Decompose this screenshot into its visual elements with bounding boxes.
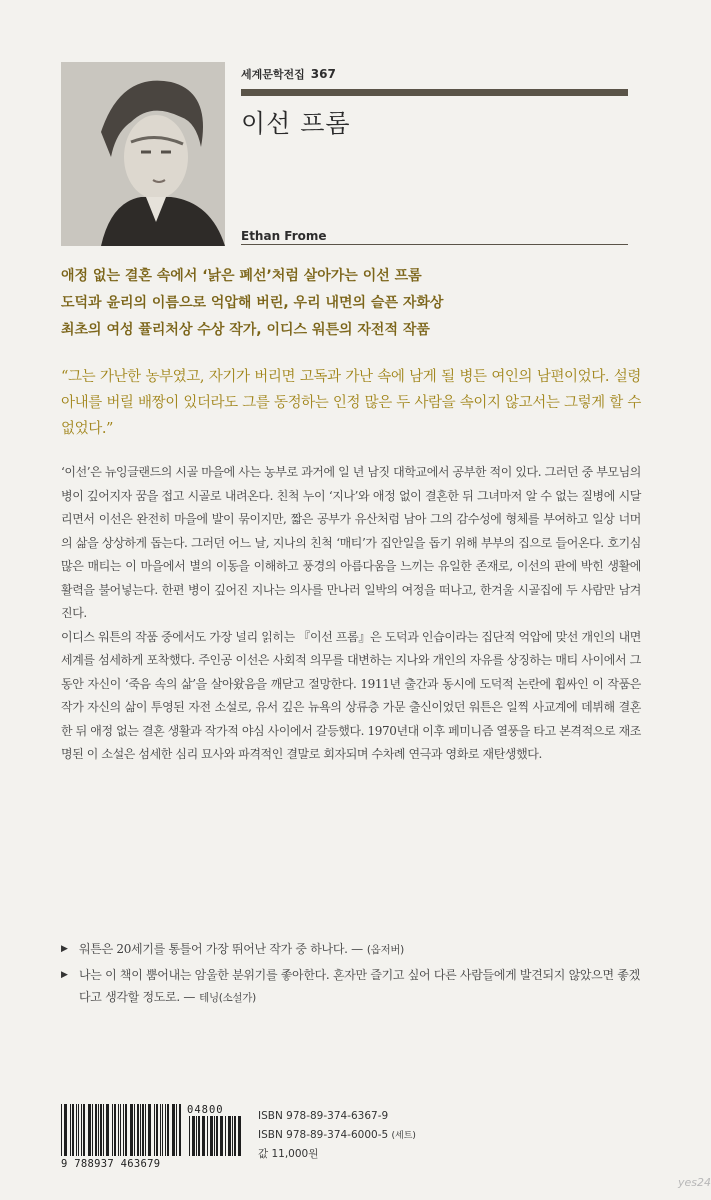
isbn-set-label: (세트) xyxy=(391,1130,416,1141)
isbn-line: ISBN 978-89-374-6367-9 xyxy=(258,1110,389,1122)
barcode-bar xyxy=(220,1116,223,1156)
isbn-line xyxy=(258,1126,416,1146)
barcode-bar xyxy=(167,1104,169,1156)
praise-source: 테닝(소설가) xyxy=(199,992,256,1004)
barcode-bar xyxy=(148,1104,151,1156)
barcode-bar xyxy=(216,1116,218,1156)
triangle-bullet-icon: ▶ xyxy=(61,944,68,954)
tagline: 최초의 여성 퓰리처상 수상 작가, 이디스 워튼의 자전적 작품 xyxy=(61,322,430,338)
barcode-bar xyxy=(120,1104,121,1156)
barcode-bar xyxy=(64,1104,67,1156)
series-name: 세계문학전집 xyxy=(241,68,305,81)
barcode-bar xyxy=(189,1116,190,1156)
praise-source: (옵저버) xyxy=(366,944,404,956)
series-label xyxy=(241,66,336,82)
barcode-bar xyxy=(134,1104,135,1156)
barcode-bar xyxy=(103,1104,104,1156)
tagline: 도덕과 윤리의 이름으로 억압해 버린, 우리 내면의 슬픈 자화상 xyxy=(61,295,444,311)
barcode-bar xyxy=(83,1104,85,1156)
barcode-bar xyxy=(125,1104,127,1156)
barcode-bar xyxy=(192,1116,195,1156)
barcode-bar xyxy=(81,1104,82,1156)
author-portrait xyxy=(61,62,225,246)
barcode-bar xyxy=(76,1104,77,1156)
barcode-bar xyxy=(72,1104,74,1156)
barcode-bar xyxy=(98,1104,99,1156)
watermark: yes24 xyxy=(678,1176,711,1189)
praise-text: 워튼은 20세기를 통틀어 가장 뛰어난 작가 중 하나다. — xyxy=(79,942,363,956)
barcode-bar xyxy=(228,1116,231,1156)
barcode-bar xyxy=(234,1116,236,1156)
barcode-bar xyxy=(145,1104,146,1156)
barcode-bar xyxy=(156,1104,158,1156)
barcode-bar xyxy=(123,1104,124,1156)
barcode-bar xyxy=(238,1116,241,1156)
barcode-bar xyxy=(196,1116,197,1156)
barcode-bar xyxy=(61,1104,62,1156)
barcode-bar xyxy=(202,1116,205,1156)
series-number: 367 xyxy=(310,67,336,81)
synopsis-paragraph: ‘이선’은 뉴잉글랜드의 시골 마을에 사는 농부로 과거에 일 년 남짓 대학교에서 공부한 적이 있다. 그러던 중 부모님의 병이 깊어지자 꿈을 접고 시골로 내려온다. 친척 누이 ‘지나’와 애정 없이 결혼한 뒤 그녀마저 알 수 없는 질병에 시달리면서 이선은 완전히 마을에 발이 묶이지만, 짧은 공부가 유산처럼 남아 그의 감수성에 형체를 부여하고 일상 너머의 삶을 상상하게 돕는다. 그러던 어느 날, 지나의 친척 ‘매티’가 집안일을 돕기 위해 부부의 집으로 들어온다. 호기심 많은 매티는 이 마을에서 별의 이동을 이해하고 풍경의 아름다움을 느끼는 유일한 존재로, 이선의 판에 박힌 생활에 활력을 불어넣는다. 한편 병이 깊어진 지나는 의사를 만나러 일박의 여정을 떠나고, 한겨울 시골집에 두 사람만 남겨진다. xyxy=(61,465,641,620)
barcode-bar xyxy=(207,1116,208,1156)
barcode-bar xyxy=(160,1104,161,1156)
addon-barcode xyxy=(189,1116,241,1156)
barcode-bar xyxy=(214,1116,215,1156)
barcode-digits: 9 788937 463679 xyxy=(61,1158,161,1170)
barcode-bar xyxy=(137,1104,139,1156)
price: 값 11,000원 xyxy=(258,1148,319,1160)
title-bar-divider xyxy=(241,89,628,96)
barcode-bar xyxy=(106,1104,109,1156)
barcode-bar xyxy=(165,1104,166,1156)
isbn-block xyxy=(258,1107,416,1164)
praise-item xyxy=(61,964,641,1009)
barcode-bar xyxy=(78,1104,79,1156)
synopsis-paragraph: 이디스 워튼의 작품 중에서도 가장 널리 읽히는 『이선 프롬』은 도덕과 인습이라는 집단적 억압에 맞선 개인의 내면세계를 섬세하게 포착했다. 주인공 이선은 사회적 의무를 대변하는 지나와 개인의 자유를 상징하는 매티 사이에서 그동안 자신이 ‘죽음 속의 삶’을 살아왔음을 깨닫고 절망한다. 1911년 출간과 동시에 도덕적 논란에 휩싸인 이 작품은 작가 자신의 삶이 투영된 자전 소설로, 유서 깊은 뉴욕의 상류층 가문 출신이었던 워튼은 일찍 사교계에 데뷔해 결혼한 뒤 애정 없는 결혼 생활과 작가적 야심 사이에서 갈등했다. 1970년대 이후 페미니즘 열풍을 타고 본격적으로 재조명된 이 소설은 섬세한 심리 묘사와 파격적인 결말로 회자되며 수차례 연극과 영화로 재탄생했다. xyxy=(61,629,641,761)
barcode-bar xyxy=(114,1104,116,1156)
barcode-bar xyxy=(100,1104,102,1156)
barcode-bar xyxy=(172,1104,175,1156)
book-title-korean: 이선 프롬 xyxy=(241,109,351,138)
book-title-english: Ethan Frome xyxy=(241,229,327,243)
barcode-bar xyxy=(232,1116,233,1156)
barcode-bar xyxy=(92,1104,93,1156)
barcode-bar xyxy=(225,1116,226,1156)
barcode-bar xyxy=(154,1104,155,1156)
barcode-bar xyxy=(176,1104,177,1156)
barcode-bar xyxy=(130,1104,133,1156)
praise-item xyxy=(61,938,641,961)
barcode-bar xyxy=(118,1104,119,1156)
excerpt-quote: “그는 가난한 농부였고, 자기가 버리면 고독과 가난 속에 남게 될 병든 여인의 남편이었다. 설령 아내를 버릴 배짱이 있더라도 그를 동정하는 인정 많은 두 사람을 속이지 않고서는 그렇게 할 수 없었다.” xyxy=(61,369,641,437)
barcode-bar xyxy=(198,1116,200,1156)
portrait-image xyxy=(61,62,225,246)
barcode-bar xyxy=(88,1104,91,1156)
barcode-addon-digits: 04800 xyxy=(187,1104,224,1116)
barcode-bar xyxy=(142,1104,144,1156)
praise-list xyxy=(61,938,641,1012)
isbn-set-number: ISBN 978-89-374-6000-5 xyxy=(258,1128,389,1141)
triangle-bullet-icon: ▶ xyxy=(61,970,68,980)
barcode-bar xyxy=(179,1104,181,1156)
praise-text: 나는 이 책이 뿜어내는 암울한 분위기를 좋아한다. 혼자만 즐기고 싶어 다른 사람들에게 발견되지 않았으면 좋겠다고 생각할 정도로. — xyxy=(79,968,640,1004)
barcode-bar xyxy=(112,1104,113,1156)
barcode-bar xyxy=(210,1116,213,1156)
tagline-list xyxy=(61,263,443,344)
title-underline-divider xyxy=(241,244,628,245)
tagline: 애정 없는 결혼 속에서 ‘낡은 폐선’처럼 살아가는 이선 프롬 xyxy=(61,268,422,284)
barcode-bar xyxy=(140,1104,141,1156)
barcode-bar xyxy=(95,1104,97,1156)
synopsis xyxy=(61,461,641,767)
barcode-bar xyxy=(70,1104,71,1156)
barcode-bar xyxy=(162,1104,163,1156)
ean-barcode xyxy=(61,1104,181,1156)
